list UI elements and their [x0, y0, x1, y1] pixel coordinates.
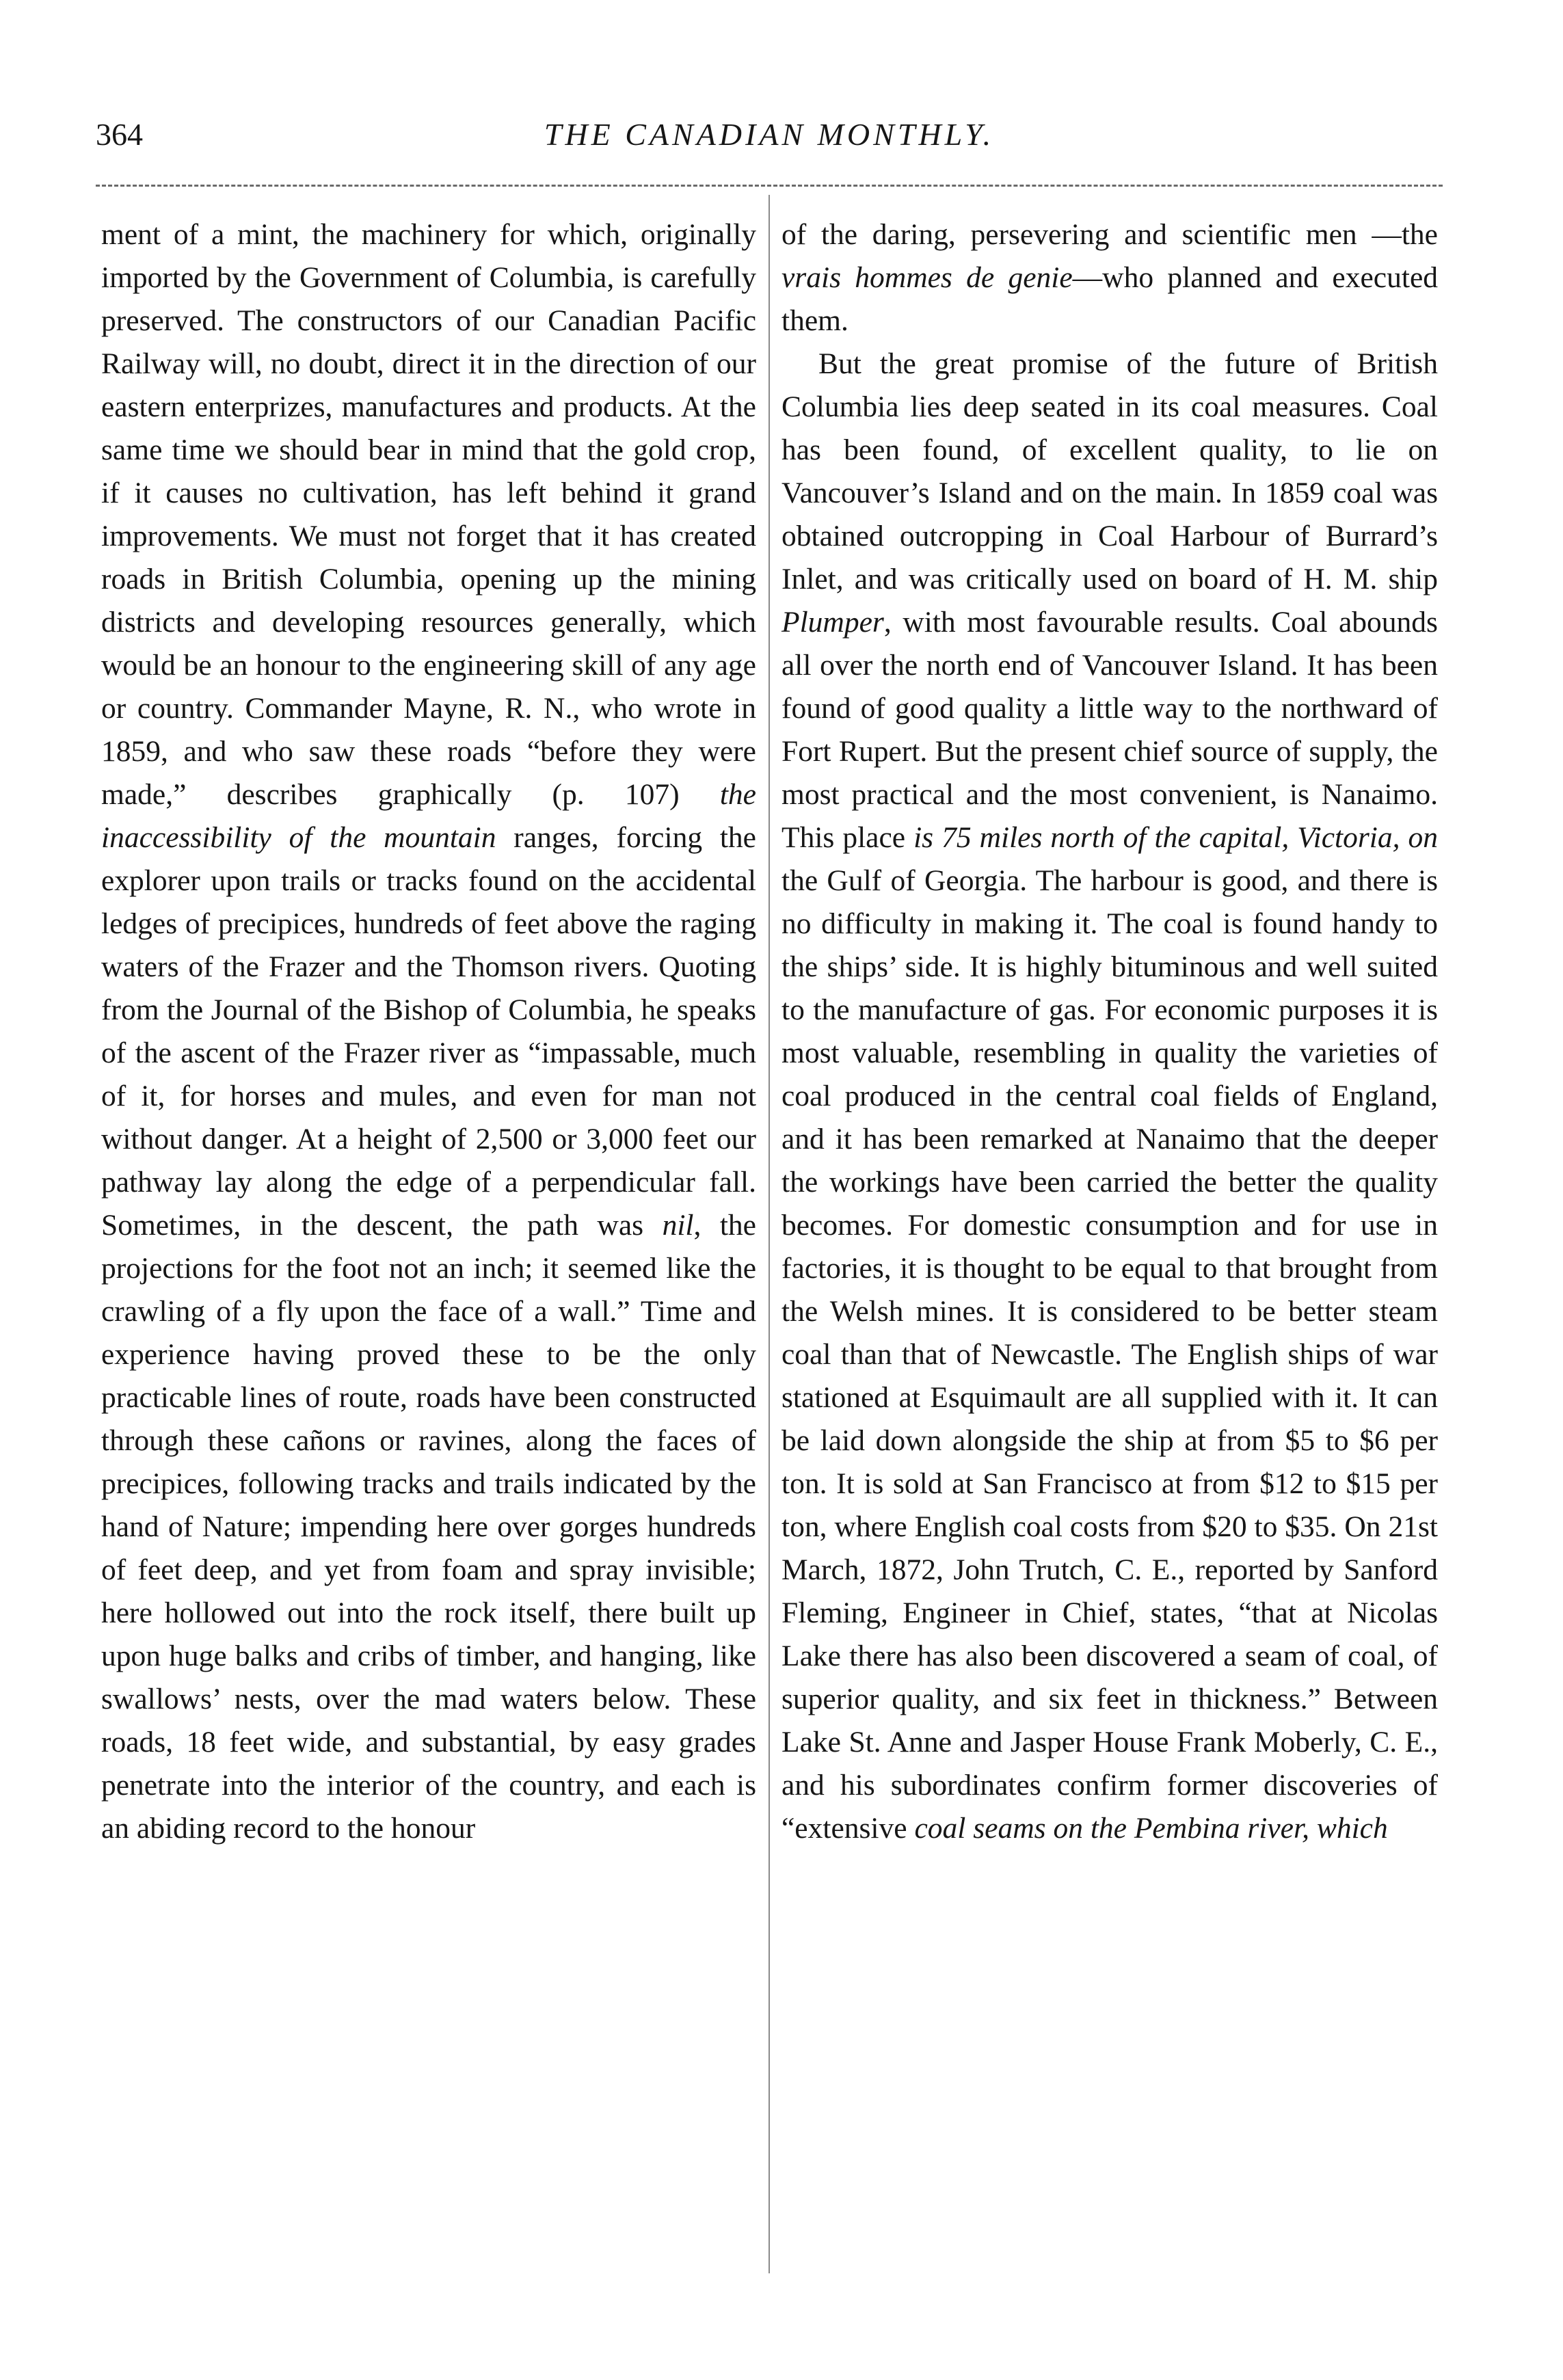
page-header	[96, 116, 1443, 171]
right-column	[782, 213, 1438, 1850]
page-number: 364	[96, 117, 143, 152]
left-column	[101, 213, 756, 1850]
left-paragraph-1: ment of a mint, the machinery for which, originally imported by the Government of Columbia, is carefully preserved. The constructors of our Canadian Pacific Railway will, no doubt, direct it in the direction of our eastern enterprizes, manufactures and products. At the same time we should bear in mind that the gold crop, if it causes no cultivation, has left behind it grand improvements. We must not forget that it has created roads in British Columbia, opening up the mining districts and developing resources generally, which would be an honour to the engineering skill of any age or country. Commander Mayne, R. N., who wrote in 1859, and who saw these roads “before they were made,” describes graphically (p. 107) the inaccessibility of the mountain ranges, forcing the explorer upon trails or tracks found on the accidental ledges of precipices, hundreds of feet above the raging waters of the Frazer and the Thomson rivers. Quoting from the Journal of the Bishop of Columbia, he speaks of the ascent of the Frazer river as “impassable, much of it, for horses and mules, and even for man not without danger. At a height of 2,500 or 3,000 feet our pathway lay along the edge of a perpendicular fall. Sometimes, in the descent, the path was nil, the projections for the foot not an inch; it seemed like the crawling of a fly upon the face of a wall.” Time and experience having proved these to be the only practicable lines of route, roads have been constructed through these cañons or ravines, along the faces of precipices, following tracks and trails indicated by the hand of Nature; impending here over gorges hundreds of feet deep, and yet from foam and spray invisible; here hollowed out into the rock itself, there built up upon huge balks and cribs of timber, and hanging, like swallows’ nests, over the mad waters below. These roads, 18 feet wide, and substantial, by easy grades penetrate into the interior of the country, and each is an abiding record to the honour	[101, 218, 756, 1845]
running-title: THE CANADIAN MONTHLY.	[544, 117, 995, 152]
right-paragraph-2: But the great promise of the future of British Columbia lies deep seated in its coal measures. Coal has been found, of excellent quality, to lie on Vancouver’s Island and on the main. In 1859 coal was obtained outcropping in Coal Harbour of Burrard’s Inlet, and was critically used on board of H. M. ship Plumper, with most favourable results. Coal abounds all over the north end of Vancouver Island. It has been found of good quality a little way to the northward of Fort Rupert. But the present chief source of supply, the most practical and the most convenient, is Nanaimo. This place is 75 miles north of the capital, Victoria, on the Gulf of Georgia. The harbour is good, and there is no difficulty in making it. The coal is found handy to the ships’ side. It is highly bituminous and well suited to the manufacture of gas. For economic purposes it is most valuable, resembling in quality the varieties of coal produced in the central coal fields of England, and it has been remarked at Nanaimo that the deeper the workings have been carried the better the quality becomes. For domestic consumption and for use in factories, it is thought to be equal to that brought from the Welsh mines. It is considered to be better steam coal than that of Newcastle. The English ships of war stationed at Esquimault are all supplied with it. It can be laid down alongside the ship at from $5 to $6 per ton. It is sold at San Francisco at from $12 to $15 per ton, where English coal costs from $20 to $35. On 21st March, 1872, John Trutch, C. E., reported by Sanford Fleming, Engineer in Chief, states, “that at Nicolas Lake there has also been discovered a seam of coal, of superior quality, and six feet in thickness.” Between Lake St. Anne and Jasper House Frank Moberly, C. E., and his subordinates confirm former discoveries of “extensive coal seams on the Pembina river, which	[782, 347, 1438, 1845]
right-paragraph-1: of the daring, persevering and scientific men —the vrais hommes de genie—who planned and executed them.	[782, 218, 1438, 337]
header-rule	[96, 185, 1443, 187]
column-divider	[769, 195, 770, 2273]
